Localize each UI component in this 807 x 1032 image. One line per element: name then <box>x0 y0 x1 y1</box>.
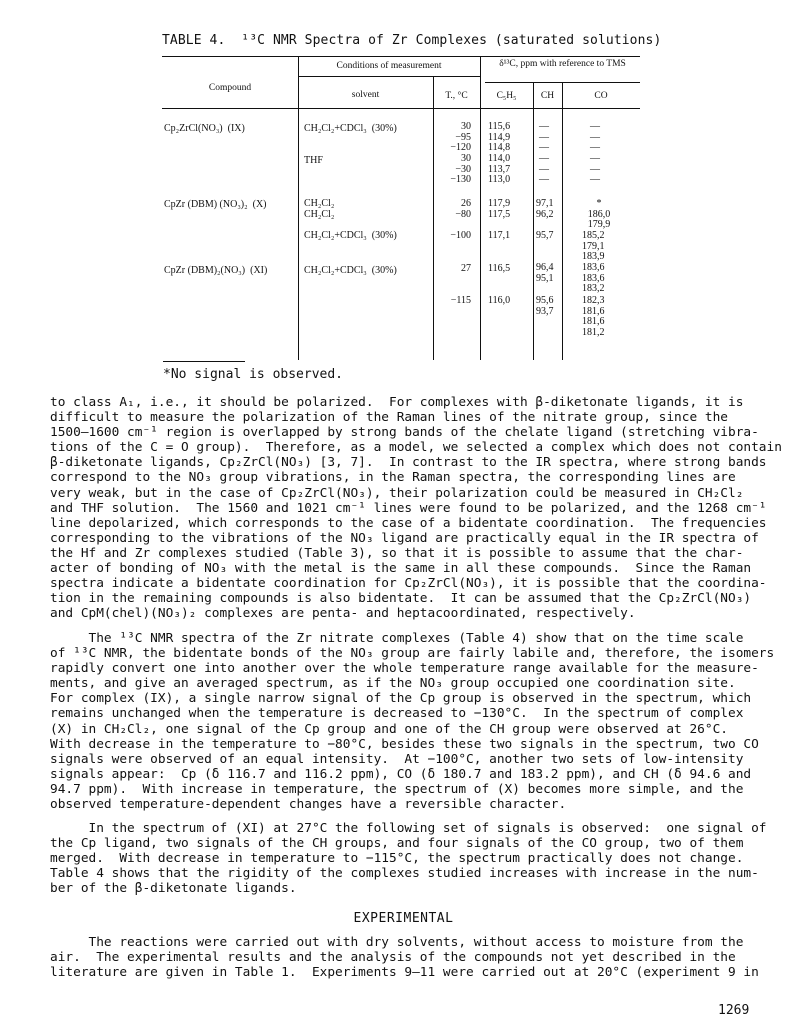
row-ch: — — — <box>539 153 549 186</box>
paragraph-xi-spectrum: In the spectrum of (XI) at 27°C the following set of signals is observed: one signal of the Cp ligand, two signals of the CH groups, and four signals of the CO group, two of them merged. With decrease in temperature to −115°C, the spectrum practically does not change. Table 4 shows that the rigidity of the complexes studied increases with increase in the num- ber of the β-diketonate ligands. <box>50 821 767 897</box>
row-temp: 26 −80 <box>455 198 471 220</box>
row-c5h5: 117,9 117,5 <box>488 198 511 220</box>
row-co: 185,2 179,1 183,9 <box>582 230 605 263</box>
row-solvent: CH₂Cl₂+CDCl₃ (30%) <box>304 230 397 241</box>
row-solvent: THF <box>304 155 323 166</box>
table-caption: TABLE 4. ¹³C NMR Spectra of Zr Complexes (saturated solutions) <box>162 33 662 48</box>
row-compound: CpZr (DBM)₂(NO₃) (XI) <box>164 265 268 276</box>
paragraph-experimental: The reactions were carried out with dry solvents, without access to moisture from the air. The experimental results and the analysis of the compounds not yet described in the literature are given in Table 1. Experiments 9–11 were carried out at 20°C (experiment 9 in <box>50 935 759 981</box>
page-number: 1269 <box>718 1003 750 1018</box>
header-compound: Compound <box>208 83 252 93</box>
header-c5h5: C₅H₅ <box>496 91 517 101</box>
row-c5h5: 114,0 113,7 113,0 <box>488 153 511 186</box>
section-heading: EXPERIMENTAL <box>353 911 454 926</box>
paragraph-nmr: The ¹³C NMR spectra of the Zr nitrate complexes (Table 4) show that on the time scale of ¹³C NMR, the bidentate bonds of the NO₃ group are fairly labile and, therefore, the isomers rapidly convert one into another over the whole temperature range available for the measure- ments, and give an averaged spectrum, as if the NO₃ group occupied one coordination site. For complex (IX), a single narrow signal of the Cp group is observed in the spectrum, which remains unchanged when the temperature is decreased to −130°C. In the spectrum of complex (X) in CH₂Cl₂, one signal of the Cp group and one of the CH group were observed at 26°C. With decrease in the temperature to −80°C, besides these two signals in the spectrum, two CO signals were observed of an equal intensity. At −100°C, another two sets of low-intensity signals appear: Cp (δ 116.7 and 116.2 ppm), CO (δ 180.7 and 183.2 ppm), and CH (δ 94.6 and 94.7 ppm). With increase in temperature, the spectrum of (X) becomes more simple, and the observed temperature-dependent changes have a reversible character. <box>50 631 775 813</box>
header-temp: T., °C <box>445 91 468 101</box>
header-solvent: solvent <box>351 90 380 100</box>
row-ch: — — — <box>539 121 549 154</box>
row-solvent: CH₂Cl₂ CH₂Cl₂ <box>304 198 335 220</box>
row-c5h5: 115,6 114,9 114,8 <box>488 121 511 154</box>
row-co: — — — <box>590 121 600 154</box>
row-temp: 30 −95 −120 <box>450 121 471 154</box>
row-co: 183,6 183,6 183,2 <box>582 262 605 295</box>
row-co: 182,3 181,6 181,6 181,2 <box>582 295 605 338</box>
row-temp: −100 <box>450 230 471 241</box>
row-compound: CpZr (DBM) (NO₃)₂ (X) <box>164 199 267 210</box>
header-co: CO <box>594 91 608 101</box>
row-c5h5: 117,1 <box>488 230 511 241</box>
row-ch: 97,1 96,2 <box>536 198 554 220</box>
row-solvent: CH₂Cl₂+CDCl₃ (30%) <box>304 265 397 276</box>
paragraph-raman: to class A₁, i.e., it should be polarized. For complexes with β-diketonate ligands, it is difficult to measure the polarization of the Raman lines of the nitrate group, since the 1500–1600 cm⁻¹ region is overlapped by strong bands of the chelate ligand (stretching vibra- tions of the C = O group). Therefore, as a model, we selected a complex which does not contain β-diketonate ligands, Cp₂ZrCl(NO₃) [3, 7]. In contrast to the IR spectra, where strong bands correspond to the NO₃ group vibrations, in the Raman spectra, the corresponding lines are very weak, but in the case of Cp₂ZrCl(NO₃), their polarization could be measured in CH₂Cl₂ and THF solution. The 1560 and 1021 cm⁻¹ lines were found to be polarized, and the 1268 cm⁻¹ line depolarized, which corresponds to the case of a bidentate coordination. The frequencies corresponding to the vibrations of the NO₃ ligand are practically equal in the IR spectra of the Hf and Zr complexes studied (Table 3), so that it is possible to assume that the char- acter of bonding of NO₃ with the metal is the same in all these compounds. Since the Raman spectra indicate a bidentate coordination for Cp₂ZrCl(NO₃), it is possible that the coordina- tion in the remaining compounds is also bidentate. It can be assumed that the Cp₂ZrCl(NO₃) and CpM(chel)(NO₃)₂ complexes are penta- and heptacoordinated, respectively. <box>50 395 782 622</box>
row-solvent: CH₂Cl₂+CDCl₃ (30%) <box>304 123 397 134</box>
row-temp: −115 <box>450 295 471 306</box>
row-c5h5: 116,5 <box>488 263 511 274</box>
header-delta: δ¹³C, ppm with reference to TMS <box>499 59 626 69</box>
row-compound: Cp₂ZrCl(NO₃) (IX) <box>164 123 245 134</box>
header-conditions: Conditions of measurement <box>336 61 442 71</box>
row-co: — — — <box>590 153 600 186</box>
table-footnote: *No signal is observed. <box>163 367 344 382</box>
row-temp: 30 −30 −130 <box>450 153 471 186</box>
row-ch: 95,7 <box>536 230 554 241</box>
row-temp: 27 <box>461 263 471 274</box>
header-ch: CH <box>540 91 555 101</box>
row-c5h5: 116,0 <box>488 295 511 306</box>
row-co: * 186,0 179,9 <box>587 198 611 231</box>
footnote-rule <box>163 361 245 362</box>
row-ch: 95,6 93,7 <box>536 295 554 317</box>
row-ch: 96,4 95,1 <box>536 262 554 284</box>
